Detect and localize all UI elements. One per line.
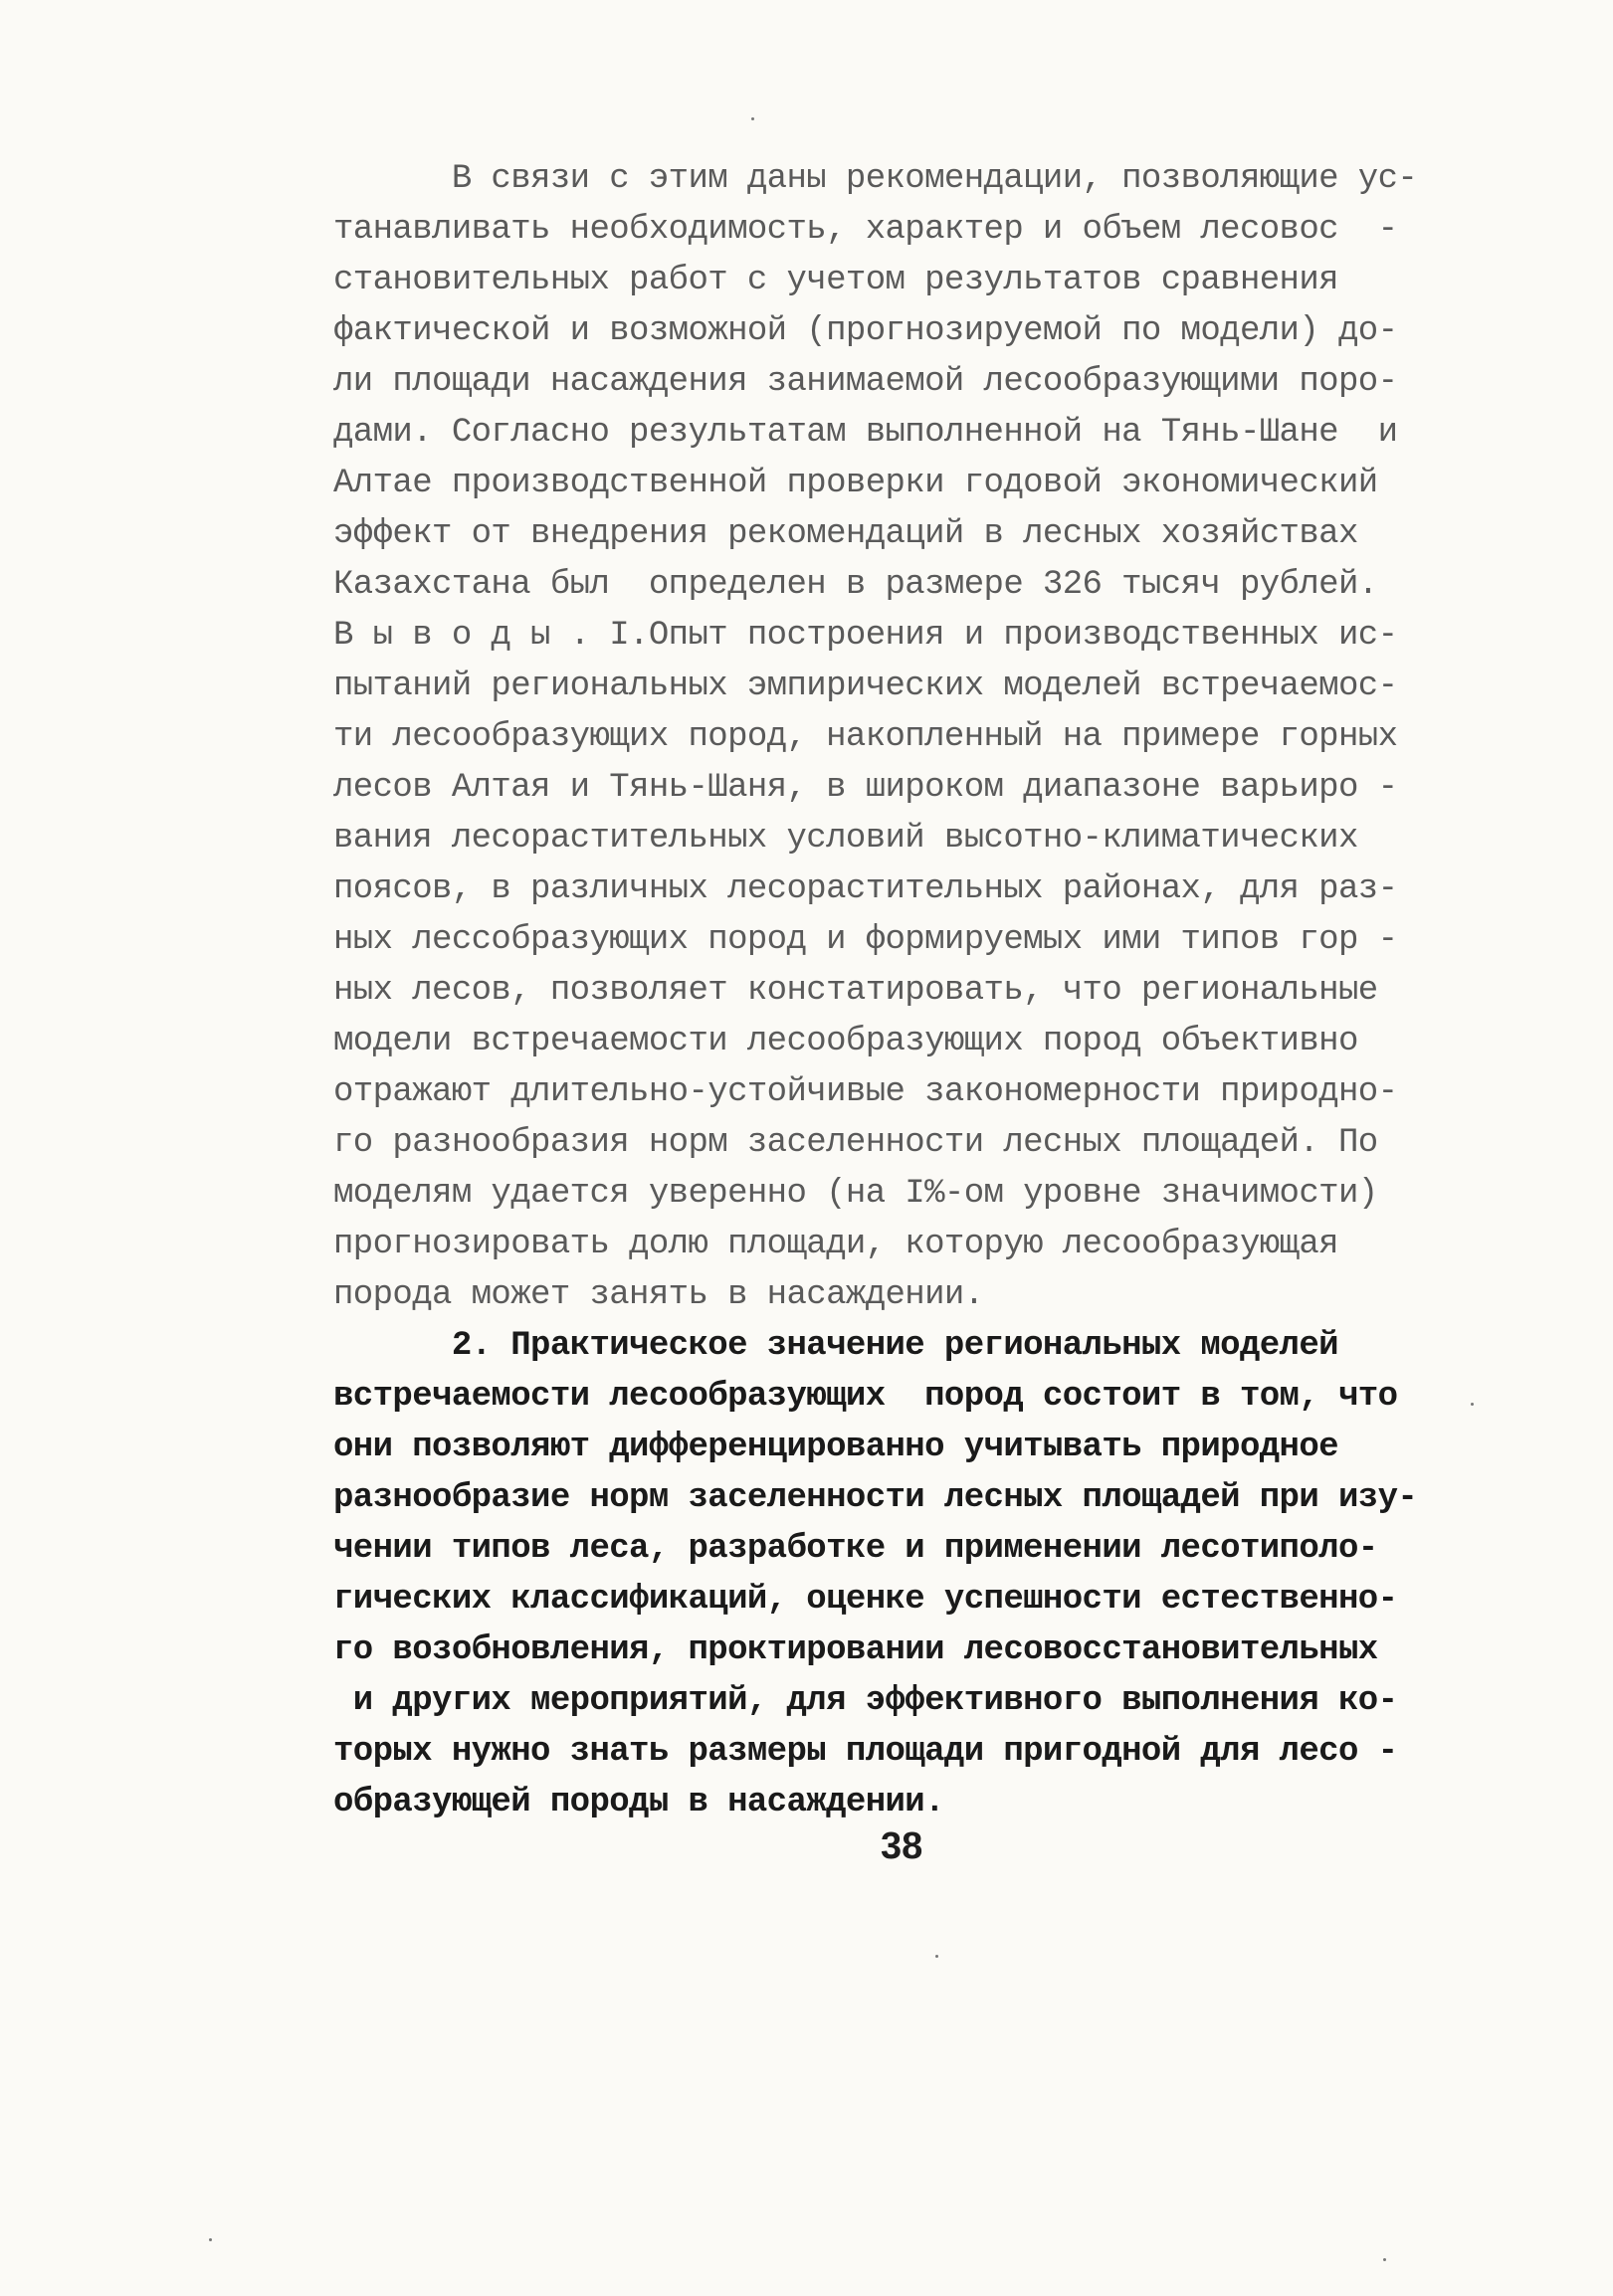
text-line: становительных работ с учетом результатов сравнения [333,262,1338,299]
text-line: Казахстана был определен в размере 326 тысяч рублей. [333,566,1378,604]
text-line: гических классификаций, оценке успешности естественно- [333,1581,1398,1619]
text-line: разнообразие норм заселенности лесных площадей при изу- [333,1479,1418,1517]
text-line: 2. Практическое значение региональных моделей [333,1327,1338,1365]
text-line: ных лесов, позволяет констатировать, что региональные [333,972,1378,1010]
text-line: В связи с этим даны рекомендации, позволяющие ус- [333,160,1418,198]
text-line: го возобновления, проктировании лесовосстановительных [333,1631,1378,1669]
text-line: ных лессобразующих пород и формируемых ими типов гор - [333,921,1398,959]
text-line: торых нужно знать размеры площади пригодной для лесо - [333,1733,1398,1771]
scan-speck [1383,2258,1386,2261]
text-line: ти лесообразующих пород, накопленный на примере горных [333,718,1398,756]
text-line: го разнообразия норм заселенности лесных площадей. По [333,1124,1378,1162]
text-line: порода может занять в насаждении. [333,1276,984,1314]
scan-speck [209,2238,212,2241]
text-line: фактической и возможной (прогнозируемой по модели) до- [333,312,1398,350]
text-line: ли площади насаждения занимаемой лесообразующими поро- [333,363,1398,401]
text-line: встречаемости лесообразующих пород состоит в том, что [333,1378,1398,1416]
scan-speck [935,1955,938,1958]
text-line: Алтае производственной проверки годовой экономический [333,465,1378,502]
text-line: отражают длительно-устойчивые закономерности природно- [333,1073,1398,1111]
text-line: прогнозировать долю площади, которую лесообразующая [333,1226,1338,1263]
text-line: и других мероприятий, для эффективного выполнения ко- [333,1682,1398,1720]
text-line: моделям удается уверенно (на I%-ом уровне значимости) [333,1175,1378,1213]
text-line: пытаний региональных эмпирических моделей встречаемос- [333,668,1398,705]
text-line: танавливать необходимость, характер и объем лесовос - [333,211,1398,249]
text-line: модели встречаемости лесообразующих пород объективно [333,1023,1358,1060]
text-line: дами. Согласно результатам выполненной на Тянь-Шане и [333,414,1398,452]
page-number: 38 [881,1825,923,1867]
text-line: вания лесорастительных условий высотно-климатических [333,820,1358,858]
text-line: образующей породы в насаждении. [333,1784,944,1821]
text-line: они позволяют дифференцированно учитывать природное [333,1429,1338,1466]
text-line: лесов Алтая и Тянь-Шаня, в широком диапазоне варьиро - [333,769,1398,807]
text-line: чении типов леса, разработке и применении лесотиполо- [333,1530,1378,1568]
text-line: поясов, в различных лесорастительных районах, для раз- [333,870,1398,908]
scan-speck [751,117,754,120]
text-line: эффект от внедрения рекомендаций в лесных хозяйствах [333,515,1358,553]
text-line: В ы в о д ы . I.Опыт построения и производственных ис- [333,617,1398,655]
scan-speck [1471,1403,1474,1406]
